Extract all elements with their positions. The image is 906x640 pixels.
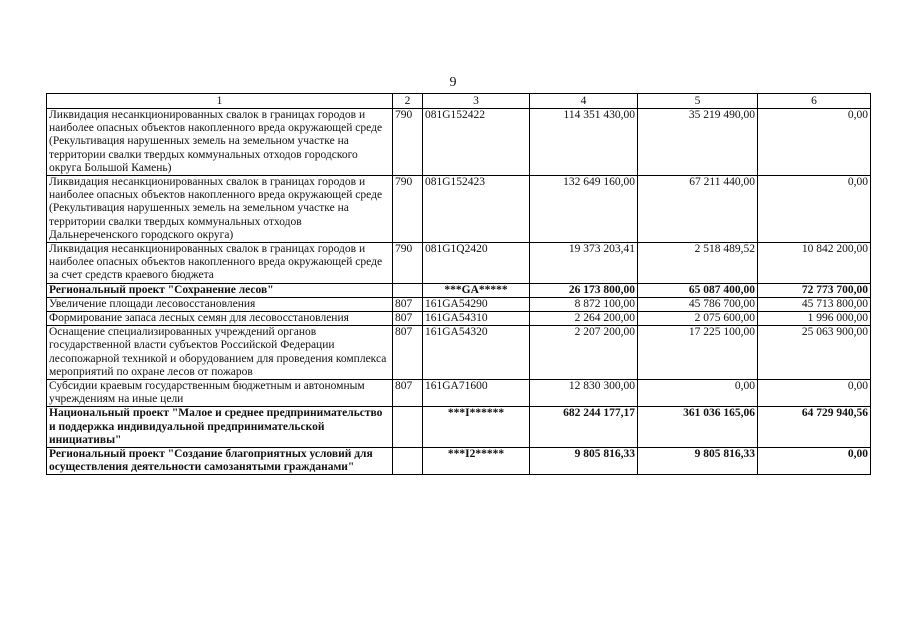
row-amount-6: 64 729 940,56 (758, 407, 871, 448)
table-header-row (47, 94, 871, 109)
row-target-code: 081G152422 (423, 109, 530, 176)
row-amount-5: 2 075 600,00 (638, 312, 758, 326)
page-number: 9 (449, 75, 457, 90)
row-target-code: 081G1Q2420 (423, 243, 530, 284)
row-target-code: ***I****** (423, 407, 530, 448)
row-target-code: ***GA***** (423, 283, 530, 297)
row-amount-5: 17 225 100,00 (638, 326, 758, 380)
row-amount-5: 67 211 440,00 (638, 176, 758, 243)
row-ministry-code (393, 407, 423, 448)
table-row (47, 109, 871, 176)
header-col-4: 4 (530, 94, 638, 109)
row-description: Ликвидация несанкционированных свалок в границах городов и наиболее опасных объектов накопленного вреда окружающей среде за счет средств краевого бюджета (47, 243, 393, 284)
row-description: Региональный проект "Создание благоприятных условий для осуществления деятельности самозанятыми гражданами" (47, 448, 393, 475)
row-description: Увеличение площади лесовосстановления (47, 297, 393, 311)
row-description: Национальный проект "Малое и среднее предпринимательство и поддержка индивидуальной предпринимательской инициативы" (47, 407, 393, 448)
row-amount-4: 26 173 800,00 (530, 283, 638, 297)
row-description: Оснащение специализированных учреждений органов государственной власти субъектов Российской Федерации лесопожарной техникой и оборудованием для проведения комплекса мероприятий по охране лесов от пожаров (47, 326, 393, 380)
row-amount-5: 35 219 490,00 (638, 109, 758, 176)
table-row-project (47, 283, 871, 297)
row-amount-5: 0,00 (638, 380, 758, 407)
row-ministry-code: 790 (393, 176, 423, 243)
row-target-code: 081G152423 (423, 176, 530, 243)
row-amount-4: 19 373 203,41 (530, 243, 638, 284)
header-col-2: 2 (393, 94, 423, 109)
table-row-project (47, 448, 871, 475)
table-row (47, 380, 871, 407)
row-target-code: 161GA54290 (423, 297, 530, 311)
table-row (47, 243, 871, 284)
row-amount-5: 65 087 400,00 (638, 283, 758, 297)
row-amount-4: 2 207 200,00 (530, 326, 638, 380)
row-ministry-code: 807 (393, 380, 423, 407)
row-amount-6: 1 996 000,00 (758, 312, 871, 326)
row-amount-4: 9 805 816,33 (530, 448, 638, 475)
row-amount-4: 132 649 160,00 (530, 176, 638, 243)
row-description: Ликвидация несанкционированных свалок в границах городов и наиболее опасных объектов накопленного вреда окружающей среде (Рекультивация нарушенных земель на земельном участке на территории свалки твердых коммунальных отходов городского округа Большой Камень) (47, 109, 393, 176)
row-target-code: 161GA54310 (423, 312, 530, 326)
row-ministry-code (393, 448, 423, 475)
row-amount-6: 10 842 200,00 (758, 243, 871, 284)
row-amount-6: 0,00 (758, 380, 871, 407)
header-col-1: 1 (47, 94, 393, 109)
table-row-project (47, 407, 871, 448)
row-description: Субсидии краевым государственным бюджетным и автономным учреждениям на иные цели (47, 380, 393, 407)
row-amount-4: 682 244 177,17 (530, 407, 638, 448)
table-row (47, 176, 871, 243)
row-amount-4: 12 830 300,00 (530, 380, 638, 407)
row-description: Региональный проект "Сохранение лесов" (47, 283, 393, 297)
header-col-3: 3 (423, 94, 530, 109)
row-amount-6: 25 063 900,00 (758, 326, 871, 380)
row-target-code: 161GA71600 (423, 380, 530, 407)
row-amount-5: 361 036 165,06 (638, 407, 758, 448)
row-ministry-code: 807 (393, 312, 423, 326)
row-amount-4: 8 872 100,00 (530, 297, 638, 311)
row-ministry-code: 790 (393, 243, 423, 284)
header-col-5: 5 (638, 94, 758, 109)
row-ministry-code (393, 283, 423, 297)
row-amount-6: 0,00 (758, 448, 871, 475)
row-amount-4: 114 351 430,00 (530, 109, 638, 176)
row-amount-5: 45 786 700,00 (638, 297, 758, 311)
row-amount-6: 45 713 800,00 (758, 297, 871, 311)
row-ministry-code: 807 (393, 297, 423, 311)
row-description: Ликвидация несанкционированных свалок в границах городов и наиболее опасных объектов накопленного вреда окружающей среде (Рекультивация нарушенных земель на земельном участке на территории свалки твердых коммунальных отходов Дальнереченского городского округа) (47, 176, 393, 243)
row-amount-6: 0,00 (758, 109, 871, 176)
table-row (47, 312, 871, 326)
row-amount-5: 2 518 489,52 (638, 243, 758, 284)
row-target-code: 161GA54320 (423, 326, 530, 380)
row-ministry-code: 790 (393, 109, 423, 176)
row-amount-6: 72 773 700,00 (758, 283, 871, 297)
table-row (47, 297, 871, 311)
row-target-code: ***I2***** (423, 448, 530, 475)
row-amount-6: 0,00 (758, 176, 871, 243)
row-amount-4: 2 264 200,00 (530, 312, 638, 326)
row-ministry-code: 807 (393, 326, 423, 380)
table-row (47, 326, 871, 380)
budget-table (46, 93, 871, 475)
row-amount-5: 9 805 816,33 (638, 448, 758, 475)
row-description: Формирование запаса лесных семян для лесовосстановления (47, 312, 393, 326)
header-col-6: 6 (758, 94, 871, 109)
